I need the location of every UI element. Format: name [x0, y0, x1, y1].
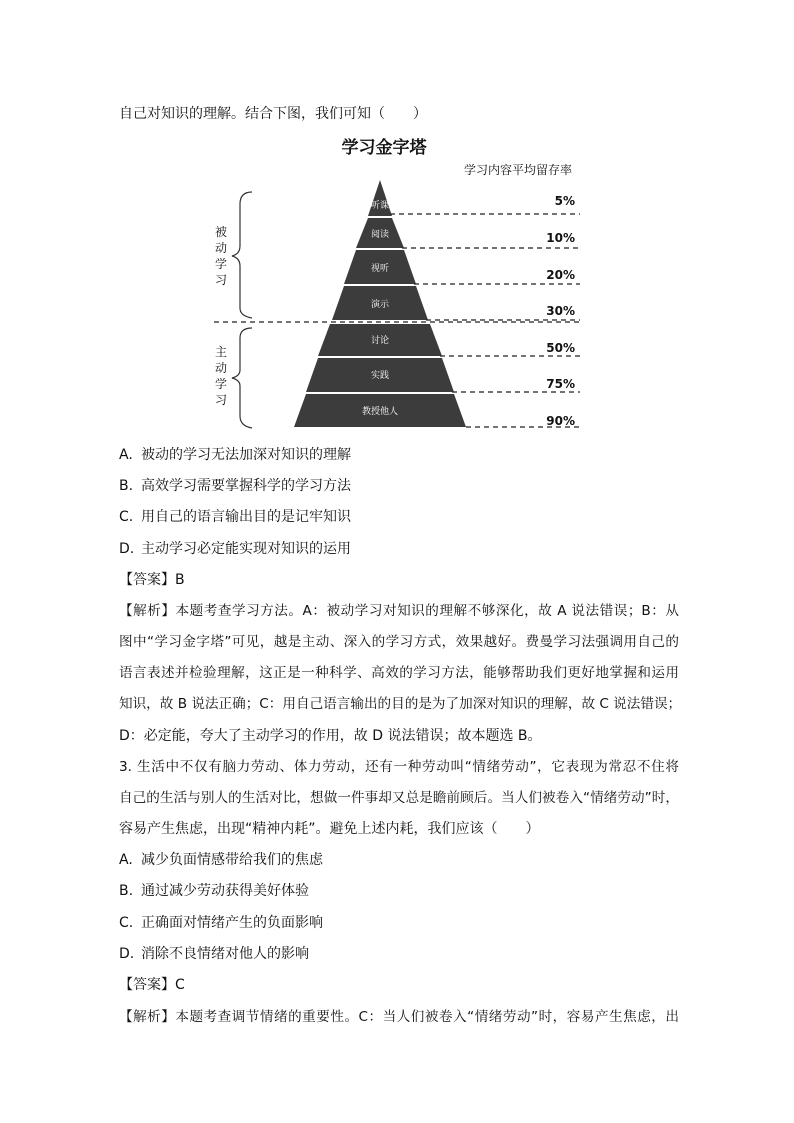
q3-stem-line-1: 3. 生活中不仅有脑力劳动、体力劳动，还有一种劳动叫“情绪劳动”，它表现为常忍不住将	[119, 759, 679, 775]
q2-analysis-line-1: 【解析】本题考查学习方法。A：被动学习对知识的理解不够深化，故 A 说法错误；B：从	[119, 603, 679, 619]
layer-label-6: 实践	[370, 371, 390, 381]
q2-option-d	[119, 539, 351, 559]
option-text: 被动的学习无法加深对知识的理解	[141, 447, 351, 463]
option-label: B.	[119, 883, 134, 899]
q2-analysis-line-5: D：必定能，夸大了主动学习的作用，故 D 说法错误；故本题选 B。	[119, 728, 542, 744]
q3-option-b	[119, 881, 309, 901]
figure-subtitle: 学习内容平均留存率	[463, 163, 573, 177]
option-text: 用自己的语言输出目的是记牢知识	[141, 509, 351, 525]
q2-analysis-line-2: 图中“学习金字塔”可见，越是主动、深入的学习方式，效果越好。费曼学习法强调用自己的	[119, 634, 679, 650]
layer-label-4: 演示	[370, 300, 390, 310]
question-intro-line: 自己对知识的理解。结合下图，我们可知（ ）	[119, 106, 427, 122]
option-text: 主动学习必定能实现对知识的运用	[141, 541, 351, 557]
option-text: 正确面对情绪产生的负面影响	[141, 915, 323, 931]
active-brace	[232, 328, 252, 428]
option-label: C.	[119, 915, 134, 931]
q2-option-c	[119, 507, 351, 527]
layer-label-7: 教授他人	[361, 407, 399, 417]
q2-analysis-line-4: 知识，故 B 说法正确；C：用自己语言输出的目的是为了加深对知识的理解，故 C 说法错误；	[119, 696, 682, 712]
learning-pyramid-figure	[200, 132, 600, 437]
q2-answer: 【答案】B	[119, 572, 185, 588]
rate-label-1: 5%	[554, 194, 575, 208]
passive-label-char-2: 动	[214, 241, 228, 255]
q3-stem-line-2: 自己的生活与别人的生活对比，想做一件事却又总是瞻前顾后。当人们被卷入“情绪劳动”时，	[119, 790, 679, 806]
active-label-char-1: 主	[214, 345, 228, 359]
q3-option-a	[119, 850, 323, 870]
q2-analysis-line-3: 语言表述并检验理解，这正是一种科学、高效的学习方法，能够帮助我们更好地掌握和运用	[119, 665, 679, 681]
option-label: B.	[119, 478, 134, 494]
option-label: D.	[119, 541, 135, 557]
layer-label-1: 听课	[370, 201, 390, 211]
rate-label-5: 50%	[546, 341, 575, 355]
passive-label-char-3: 学	[214, 257, 228, 271]
q3-stem-line-3: 容易产生焦虑，出现“精神内耗”。避免上述内耗，我们应该（ ）	[119, 821, 540, 837]
rate-label-3: 20%	[546, 268, 575, 282]
option-text: 减少负面情感带给我们的焦虑	[141, 852, 323, 868]
active-label-char-2: 动	[214, 361, 228, 375]
figure-title: 学习金字塔	[341, 138, 427, 158]
passive-label-char-1: 被	[214, 225, 228, 239]
rate-label-6: 75%	[546, 377, 575, 391]
active-label-char-3: 学	[214, 377, 228, 391]
rate-label-4: 30%	[546, 304, 575, 318]
q3-option-c	[119, 913, 323, 933]
layer-label-2: 阅读	[370, 230, 390, 240]
q3-answer: 【答案】C	[119, 977, 185, 993]
option-label: A.	[119, 852, 133, 868]
option-text: 高效学习需要掌握科学的学习方法	[141, 478, 351, 494]
passive-label-char-4: 习	[214, 273, 228, 287]
rate-label-2: 10%	[546, 231, 575, 245]
q3-analysis-line-1: 【解析】本题考查调节情绪的重要性。C：当人们被卷入“情绪劳动”时，容易产生焦虑，出	[119, 1009, 679, 1025]
q3-option-d	[119, 944, 309, 964]
active-label-char-4: 习	[214, 393, 228, 407]
option-text: 通过减少劳动获得美好体验	[141, 883, 309, 899]
option-label: C.	[119, 509, 134, 525]
layer-label-3: 视听	[370, 264, 390, 274]
option-text: 消除不良情绪对他人的影响	[141, 946, 309, 962]
q2-option-b	[119, 476, 351, 496]
option-label: D.	[119, 946, 135, 962]
rate-label-7: 90%	[546, 414, 575, 428]
option-label: A.	[119, 447, 133, 463]
layer-label-5: 讨论	[370, 336, 390, 346]
passive-brace	[232, 192, 252, 318]
q2-option-a	[119, 445, 351, 465]
